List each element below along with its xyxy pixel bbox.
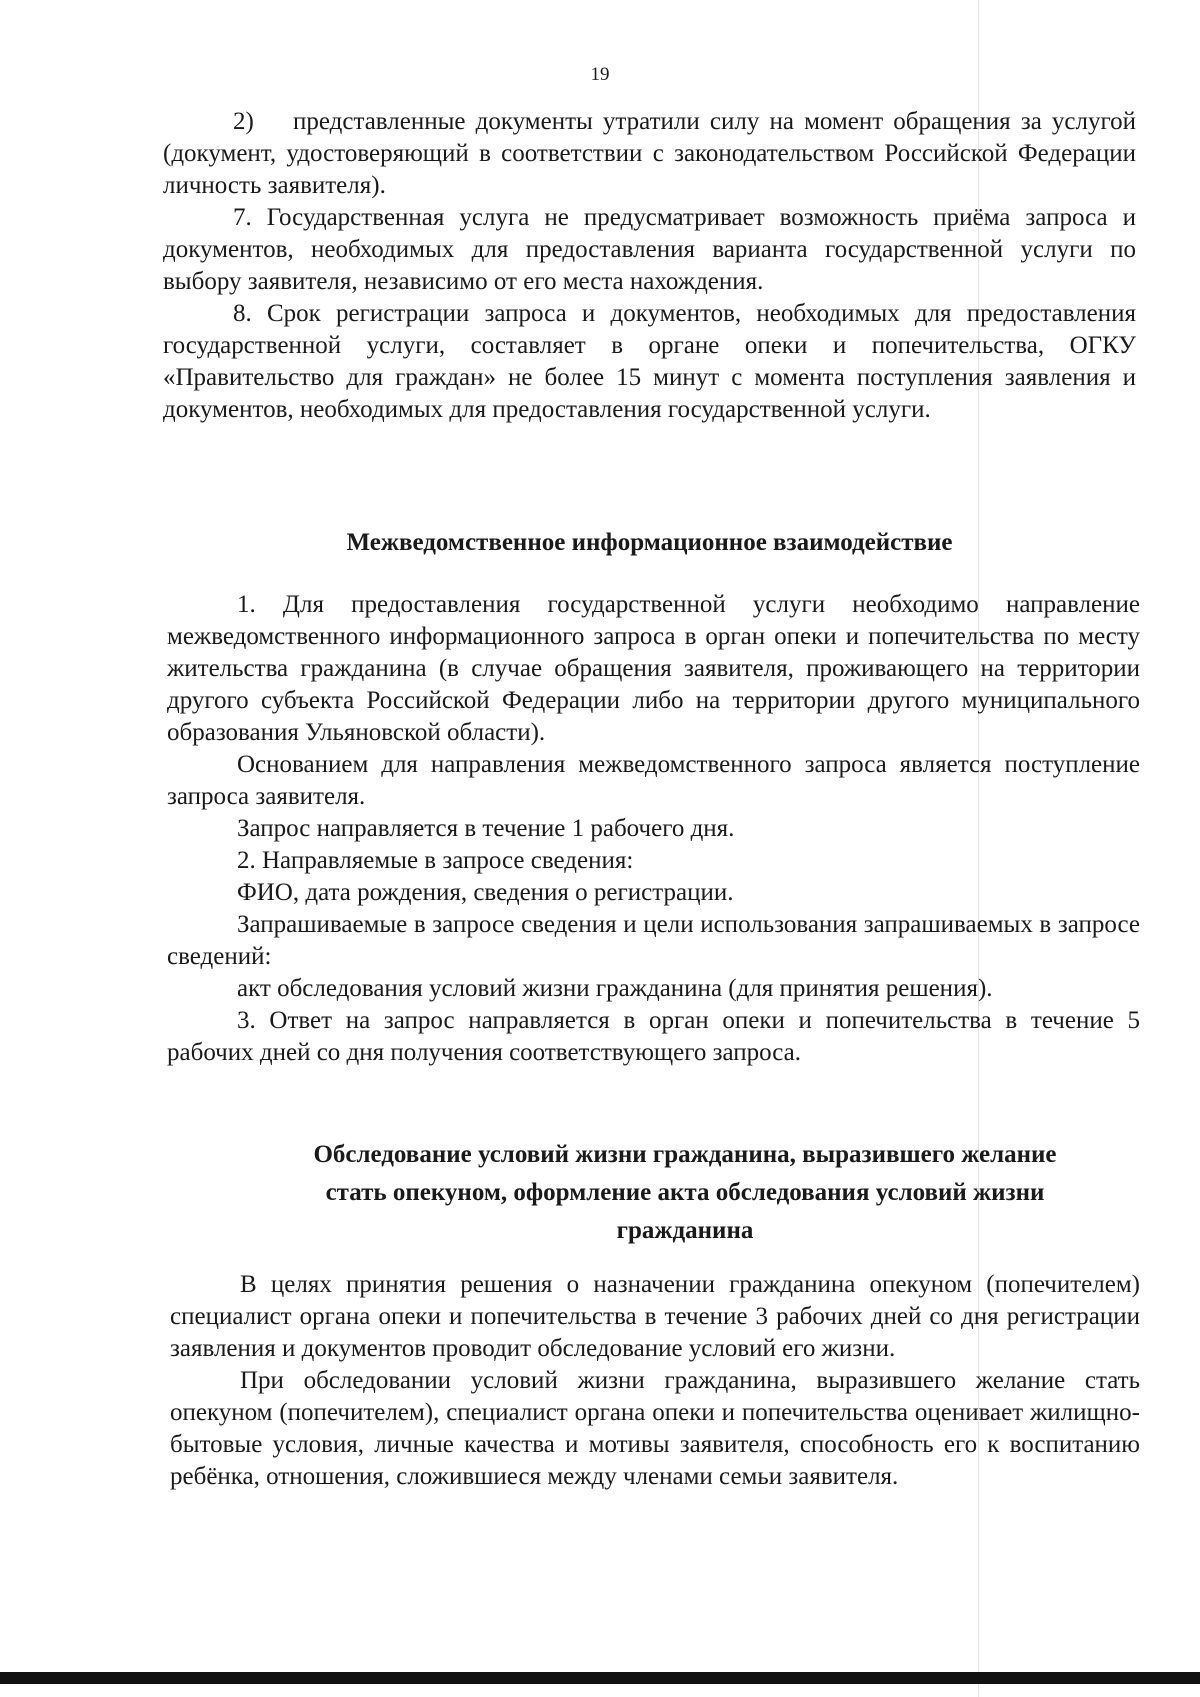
- paragraph: за услугой (документ, удостоверяющий в соответствии с законодательством Российской Федерации личность заявителя).: [163, 108, 1136, 199]
- section-heading: Межведомственное информационное взаимодействие: [346, 529, 953, 556]
- section-heading-line: Обследование условий жизни гражданина, выразившего желание: [313, 1141, 1057, 1168]
- section-continuation: [163, 106, 1136, 426]
- section-heading-line: гражданина: [616, 1217, 754, 1244]
- list-item-2: [163, 106, 1136, 202]
- paragraph: При обследовании условий жизни гражданина, выразившего желание стать опекуном (попечителем), специалист органа опеки и попечительства оценивает жилищно-бытовые условия, личные качества и мотивы заявителя, способность его к воспитанию ребёнка, отношения, сложившиеся между членами семьи заявителя.: [170, 1367, 1140, 1490]
- paragraph: 2. Направляемые в запросе сведения:: [237, 847, 634, 874]
- paragraph: 1. Для предоставления государственной услуги необходимо направление межведомственного информационного запроса в орган опеки и попечительства по месту жительства гражданина (в случае обращения заявителя, проживающего на территории другого субъекта Российской Федерации либо на территории другого муниципального образования Ульяновской области).: [167, 591, 1140, 746]
- page-number: 19: [590, 64, 610, 85]
- section-heading: [230, 1136, 1140, 1250]
- paragraph: ФИО, дата рождения, сведения о регистрации.: [237, 879, 734, 906]
- list-item-text: представленные документы утратили силу на момент обращения: [293, 108, 1011, 135]
- scan-border-bar: [0, 1672, 1200, 1684]
- paragraph: 8. Срок регистрации запроса и документов, необходимых для предоставления государственной услуги, составляет в органе опеки и попечительства, ОГКУ «Правительство для граждан» не более 15 минут с момента поступления заявления и документов, необходимых для предоставления государственной услуги.: [163, 300, 1136, 423]
- section-heading-line: стать опекуном, оформление акта обследования условий жизни: [325, 1179, 1045, 1206]
- paragraph: акт обследования условий жизни гражданина (для принятия решения).: [237, 975, 993, 1002]
- paragraph: Основанием для направления межведомственного запроса является поступление запроса заявителя.: [167, 751, 1140, 810]
- paragraph: 3. Ответ на запрос направляется в орган опеки и попечительства в течение 5 рабочих дней со дня получения соответствующего запроса.: [167, 1007, 1140, 1066]
- paragraph: 7. Государственная услуга не предусматривает возможность приёма запроса и документов, необходимых для предоставления варианта государственной услуги по выбору заявителя, независимо от его места нахождения.: [163, 204, 1136, 295]
- section-body: [170, 1269, 1140, 1493]
- section-body: [167, 589, 1140, 1069]
- paragraph: Запрашиваемые в запросе сведения и цели использования запрашиваемых в запросе сведений:: [167, 911, 1140, 970]
- list-item-number: 2): [233, 108, 254, 135]
- paragraph: Запрос направляется в течение 1 рабочего дня.: [237, 815, 735, 842]
- paragraph: В целях принятия решения о назначении гражданина опекуном (попечителем) специалист органа опеки и попечительства в течение 3 рабочих дней со дня регистрации заявления и документов проводит обследование условий его жизни.: [170, 1271, 1140, 1362]
